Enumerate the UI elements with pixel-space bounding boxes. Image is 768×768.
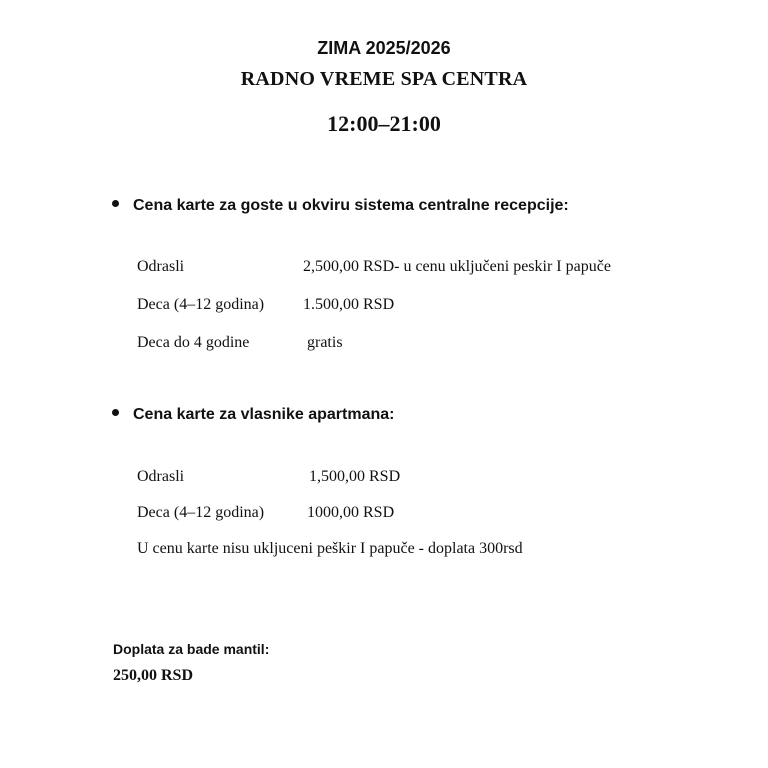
price-value: 2,500,00 RSD- u cenu uključeni peskir I papuče [303,258,611,275]
section-heading-owners [112,406,394,424]
bullet-icon [112,409,119,416]
price-value: 1000,00 RSD [307,504,395,521]
season-heading: ZIMA 2025/2026 [317,38,451,58]
price-value: gratis [307,334,343,351]
price-value: 1,500,00 RSD [309,468,401,485]
price-note: U cenu karte nisu uklјuceni peškir I papuče - doplata 300rsd [137,540,523,557]
page-title: RADNO VREME SPA CENTRA [240,68,528,90]
price-label: Odrasli [137,468,185,485]
bathrobe-surcharge-value: 250,00 RSD [113,667,194,684]
bullet-icon [112,200,119,207]
working-hours: 12:00–21:00 [327,111,441,136]
section-heading-text: Cena karte za goste u okviru sistema centralne recepcije: [133,197,569,214]
price-label: Deca (4–12 godina) [137,504,265,521]
price-label: Deca (4–12 godina) [137,296,265,313]
price-label: Deca do 4 godine [137,334,250,351]
section-heading-text: Cena karte za vlasnike apartmana: [133,406,395,423]
bathrobe-surcharge-label: Doplata za bade mantil: [113,641,270,657]
price-label: Odrasli [137,258,185,275]
price-value: 1.500,00 RSD [303,296,395,313]
section-heading-guests [112,197,569,215]
